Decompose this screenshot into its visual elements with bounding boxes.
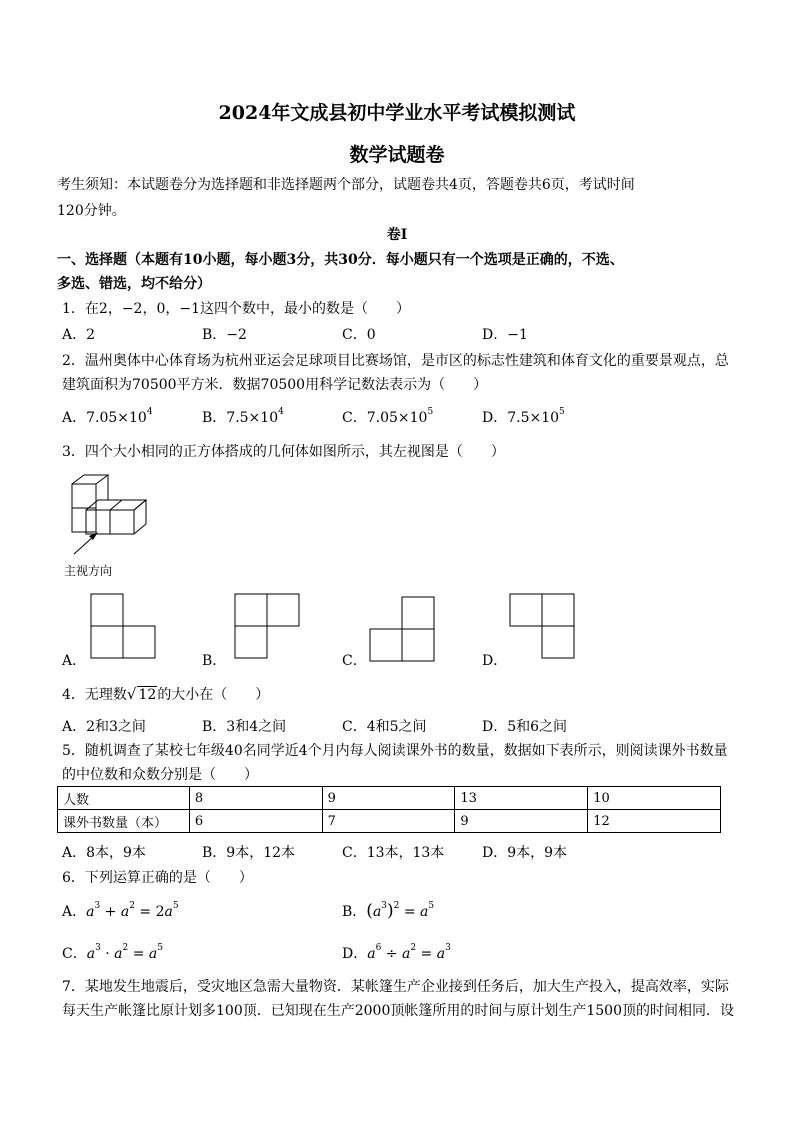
q3-option-a: A． xyxy=(62,653,87,669)
q5-option-d: D．9本，9本 xyxy=(482,845,568,861)
table-cell: 9 xyxy=(322,787,455,810)
q3-figure-caption: 主视方向 xyxy=(64,564,113,578)
q4-option-c: C．4和5之间 xyxy=(342,719,427,735)
q1-option-a: A．2 xyxy=(62,327,96,343)
q7-stem-line-2: 每天生产帐篷比原计划多100顶．已知现在生产2000顶帐篷所用的时间与原计划生产1500顶的时间相同．设 xyxy=(62,1003,734,1019)
q6-option-c: C．$a^3 \cdot a^2 = a^5$ xyxy=(62,943,163,962)
q4-option-b: B．3和4之间 xyxy=(202,719,287,735)
table-cell: 13 xyxy=(455,787,588,810)
q3-option-b-view xyxy=(234,593,300,659)
q5-option-a: A．8本，9本 xyxy=(62,845,146,861)
q3-option-a-view xyxy=(90,593,156,659)
q2-stem-line-2: 建筑面积为70500平方米．数据70500用科学记数法表示为（ ） xyxy=(62,377,488,393)
table-row xyxy=(58,787,721,810)
view-direction-arrow xyxy=(74,536,94,554)
q3-option-c: C． xyxy=(342,653,367,669)
q2-stem-line-1: 2．温州奥体中心体育场为杭州亚运会足球项目比赛场馆，是市区的标志性建筑和体育文化的重要景观点，总 xyxy=(62,353,729,369)
q4-radicand: 12 xyxy=(138,687,157,703)
q7-stem-line-1: 7．某地发生地震后，受灾地区急需大量物资．某帐篷生产企业接到任务后，加大生产投入，提高效率，实际 xyxy=(62,979,729,995)
q3-stem: 3．四个大小相同的正方体搭成的几何体如图所示，其左视图是（ ） xyxy=(62,444,505,460)
q3-option-b: B． xyxy=(202,653,227,669)
q1-stem: 1．在2，−2，0，−1这四个数中，最小的数是（ ） xyxy=(62,301,410,317)
q3-cube-figure xyxy=(60,470,155,560)
q6-option-d: D．$a^6 \div a^2 = a^3$ xyxy=(342,943,451,962)
q2-option-b: B．$7.5\times 10^4$ xyxy=(202,407,284,426)
exam-title: 2024年文成县初中学业水平考试模拟测试 xyxy=(218,102,576,124)
q1-option-b: B．−2 xyxy=(202,327,247,343)
q4-stem: 4．无理数√ 12的大小在（ ） xyxy=(62,685,270,703)
q2-option-c: C．$7.05\times 10^5$ xyxy=(342,407,434,426)
q4-option-a: A．2和3之间 xyxy=(62,719,146,735)
q1-option-c: C．0 xyxy=(342,327,376,343)
section-heading-line-2: 多选、错选，均不给分） xyxy=(57,276,211,292)
table-cell: 人数 xyxy=(58,787,190,810)
q5-option-b: B．9本，12本 xyxy=(202,845,296,861)
cube-front-face xyxy=(72,508,96,532)
table-cell: 课外书数量（本） xyxy=(58,810,190,833)
table-cell: 10 xyxy=(588,787,721,810)
q6-stem: 6．下列运算正确的是（ ） xyxy=(62,870,253,886)
table-cell: 8 xyxy=(189,787,322,810)
q6-option-a: A．$a^3 + a^2 = 2a^5$ xyxy=(62,901,179,920)
section-heading-line-1: 一、选择题（本题有10小题，每小题3分，共30分．每小题只有一个选项是正确的，不选、 xyxy=(57,252,624,268)
notice-line-2: 120分钟。 xyxy=(57,203,126,219)
q5-data-table xyxy=(57,786,721,833)
q1-option-d: D．−1 xyxy=(482,327,528,343)
q3-option-d: D． xyxy=(482,653,508,669)
table-cell: 9 xyxy=(455,810,588,833)
q2-option-d: D．$7.5\times 10^5$ xyxy=(482,407,565,426)
q3-option-c-view xyxy=(369,596,435,662)
q5-stem-line-2: 的中位数和众数分别是（ ） xyxy=(62,767,258,783)
table-cell: 7 xyxy=(322,810,455,833)
table-cell: 12 xyxy=(588,810,721,833)
q5-option-c: C．13本，13本 xyxy=(342,845,445,861)
q4-option-d: D．5和6之间 xyxy=(482,719,568,735)
exam-subtitle: 数学试题卷 xyxy=(349,144,445,166)
table-row xyxy=(58,810,721,833)
notice-line-1: 考生须知：本试题卷分为选择题和非选择题两个部分，试题卷共4页，答题卷共6页，考试时间 xyxy=(57,177,635,193)
q3-option-d-view xyxy=(509,593,575,659)
table-cell: 6 xyxy=(189,810,322,833)
q2-option-a: A．$7.05\times 10^4$ xyxy=(62,407,153,426)
q6-option-b: B．$(a^3)^2 = a^5$ xyxy=(342,901,435,921)
volume-label: 卷Ⅰ xyxy=(386,227,408,243)
q5-stem-line-1: 5．随机调查了某校七年级40名同学近4个月内每人阅读课外书的数量，数据如下表所示，则阅读课外书数量 xyxy=(62,743,728,759)
